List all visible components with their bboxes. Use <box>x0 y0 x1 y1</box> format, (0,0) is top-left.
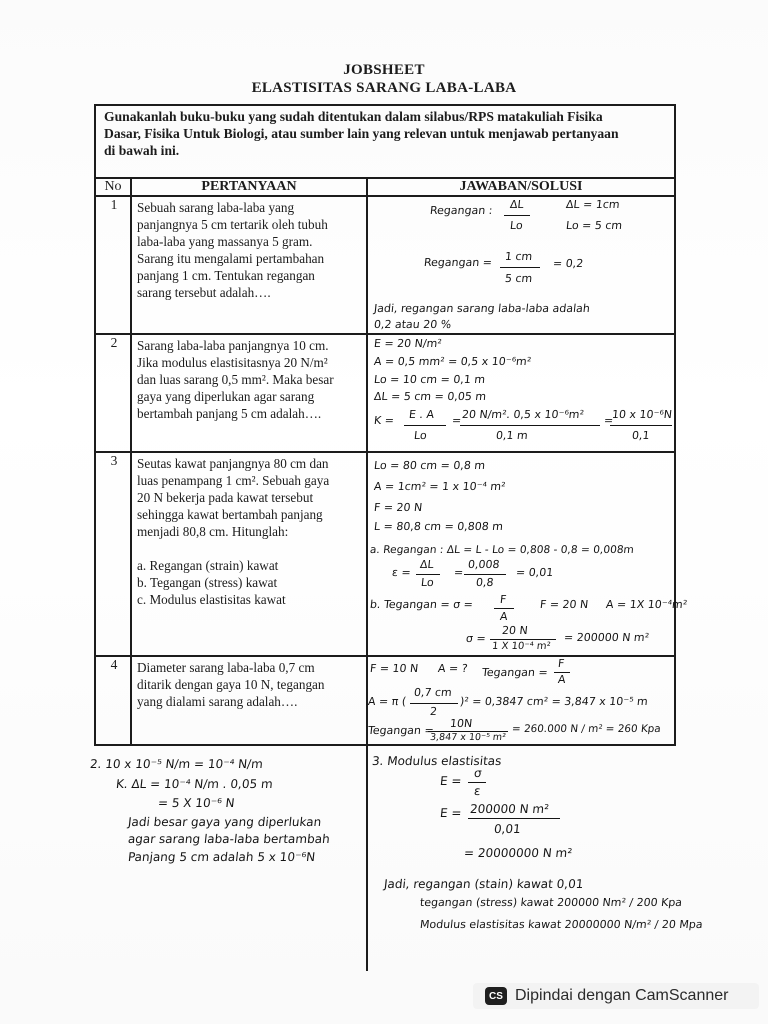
fraction-denominator: 0,8 <box>475 576 495 589</box>
answer-text: Lo = 5 cm <box>565 219 623 232</box>
fraction-bar <box>504 215 530 216</box>
question-line: panjangnya 5 cm tertarik oleh tubuh <box>137 217 328 232</box>
instruction-line: Dasar, Fisika Untuk Biologi, atau sumber lain yang relevan untuk menjawab pertanyaan <box>104 126 619 141</box>
fraction-denominator: 0,01 <box>493 822 522 836</box>
row-number: 2 <box>110 335 118 350</box>
question-line: ditarik dengan gaya 10 N, tegangan <box>137 677 325 692</box>
fraction-denominator: ε <box>473 784 482 798</box>
fraction-numerator: 20 N/m². 0,5 x 10⁻⁶m² <box>461 408 585 421</box>
table-border-bottom <box>94 744 676 746</box>
fraction-numerator: 10 x 10⁻⁶N <box>611 408 673 421</box>
fraction-denominator: 1 X 10⁻⁴ m² <box>491 641 552 652</box>
answer-text: A = 1cm² = 1 x 10⁻⁴ m² <box>373 480 507 493</box>
question-line: c. Modulus elastisitas kawat <box>137 592 286 607</box>
watermark-text: Dipindai dengan CamScanner <box>515 987 729 1004</box>
question-line: Sarang itu mengalami pertambahan <box>137 251 325 266</box>
fraction-numerator: 1 cm <box>504 250 533 263</box>
fraction-bar <box>494 608 514 609</box>
answer-text: Regangan = <box>423 256 493 269</box>
answer-text: a. Regangan : ΔL = L - Lo = 0,808 - 0,8 = 0,008m <box>369 544 635 556</box>
answer-text: = <box>451 414 462 427</box>
fraction-denominator: Lo <box>413 429 428 442</box>
row-number: 3 <box>110 453 118 468</box>
fraction-numerator: ΔL <box>419 558 435 571</box>
table-border-header-bottom <box>94 195 676 197</box>
continuation-text: tegangan (stress) kawat 200000 Nm² / 200 Kpa <box>419 896 683 909</box>
question-line: laba-laba yang massanya 5 gram. <box>137 234 313 249</box>
answer-text: ΔL = 5 cm = 0,05 m <box>373 390 487 403</box>
answer-text: E = 20 N/m² <box>373 337 443 350</box>
fraction-bar <box>404 425 446 426</box>
answer-text: F = 20 N <box>373 501 423 514</box>
instruction-line: di bawah ini. <box>104 143 180 158</box>
fraction-numerator: E . A <box>408 408 435 421</box>
answer-text: Tegangan = <box>367 724 435 737</box>
answer-text: σ = <box>465 632 487 645</box>
header-question: PERTANYAAN <box>201 179 297 194</box>
document-subtitle: ELASTISITAS SARANG LABA-LABA <box>251 80 517 96</box>
header-no: No <box>104 179 122 194</box>
answer-text: ε = <box>391 566 412 579</box>
table-border-top <box>94 104 676 106</box>
question-line: menjadi 80,8 cm. Hitunglah: <box>137 524 289 539</box>
fraction-numerator: F <box>499 593 508 606</box>
continuation-text: 3. Modulus elastisitas <box>371 754 503 768</box>
continuation-text: agar sarang laba-laba bertambah <box>127 832 331 846</box>
row-number: 4 <box>110 657 118 672</box>
answer-text: Regangan : <box>429 204 494 217</box>
question-line: b. Tegangan (stress) kawat <box>137 575 278 590</box>
answer-text: 0,2 atau 20 % <box>373 318 452 331</box>
continuation-text: E = <box>439 806 463 820</box>
table-border-right <box>674 104 676 746</box>
instructions <box>104 108 684 159</box>
fraction-numerator: 0,008 <box>467 558 501 571</box>
answer-text: = 260.000 N / m² = 260 Kpa <box>511 723 662 735</box>
fraction-numerator: 20 N <box>501 624 529 637</box>
fraction-numerator: F <box>557 657 566 670</box>
question-line: sarang tersebut adalah…. <box>137 285 271 300</box>
fraction-denominator: A <box>499 610 509 623</box>
answer-text: = <box>603 414 614 427</box>
continuation-text: 2. 10 x 10⁻⁵ N/m = 10⁻⁴ N/m <box>89 757 264 771</box>
fraction-bar <box>468 782 486 783</box>
answer-text: A = 1X 10⁻⁴m² <box>605 598 688 611</box>
answer-text: = 200000 N m² <box>563 631 650 644</box>
question-line: yang dialami sarang adalah…. <box>137 694 298 709</box>
fraction-denominator: 0,1 m <box>495 429 529 442</box>
answer-text: F = 10 N <box>369 662 419 675</box>
answer-text: Lo = 80 cm = 0,8 m <box>373 459 486 472</box>
question-line: sehingga kawat bertambah panjang <box>137 507 323 522</box>
answer-text: A = 0,5 mm² = 0,5 x 10⁻⁶m² <box>373 355 532 368</box>
question-line: a. Regangan (strain) kawat <box>137 558 279 573</box>
fraction-numerator: 200000 N m² <box>469 802 550 816</box>
fraction-numerator: 0,7 cm <box>413 686 453 699</box>
answer-text: K = <box>373 414 395 427</box>
fraction-denominator: 2 <box>429 705 438 718</box>
question-line: Seutas kawat panjangnya 80 cm dan <box>137 456 329 471</box>
instruction-line: Gunakanlah buku-buku yang sudah ditentukan dalam silabus/RPS matakuliah Fisika <box>104 109 603 124</box>
fraction-bar <box>460 425 600 426</box>
answer-text: = 0,01 <box>515 566 554 579</box>
fraction-numerator: 10N <box>449 717 473 730</box>
header-answer: JAWABAN/SOLUSI <box>459 179 583 194</box>
row-number: 1 <box>110 197 118 212</box>
question-line: Sebuah sarang laba-laba yang <box>137 200 295 215</box>
answer-text: = 0,2 <box>552 257 584 270</box>
fraction-denominator: Lo <box>420 576 435 589</box>
fraction-bar <box>410 703 458 704</box>
question-line: bertambah panjang 5 cm adalah…. <box>137 406 322 421</box>
answer-text: Jadi, regangan sarang laba-laba adalah <box>373 302 591 315</box>
question-line: 20 N bekerja pada kawat tersebut <box>137 490 314 505</box>
camscanner-logo-icon: CS <box>485 987 507 1005</box>
fraction-denominator: 3,847 x 10⁻⁵ m² <box>429 732 507 743</box>
answer-text: A = π ( <box>367 695 407 708</box>
fraction-denominator: A <box>557 673 567 686</box>
fraction-bar <box>464 574 506 575</box>
question-line: panjang 1 cm. Tentukan regangan <box>137 268 315 283</box>
camscanner-watermark <box>473 983 759 1009</box>
answer-text: F = 20 N <box>539 598 589 611</box>
fraction-denominator: 5 cm <box>504 272 533 285</box>
question-line: Sarang laba-laba panjangnya 10 cm. <box>137 338 329 353</box>
question-line: gaya yang diperlukan agar sarang <box>137 389 315 404</box>
answer-text: )² = 0,3847 cm² = 3,847 x 10⁻⁵ m <box>459 695 649 708</box>
table-column-divider-question <box>366 177 368 746</box>
table-border-row3 <box>94 655 676 657</box>
answer-text: = <box>453 566 464 579</box>
table-border-row1 <box>94 333 676 335</box>
continuation-text: Jadi, regangan (stain) kawat 0,01 <box>383 877 585 891</box>
fraction-bar <box>416 574 440 575</box>
fraction-bar <box>610 425 672 426</box>
question-line: dan luas sarang 0,5 mm². Maka besar <box>137 372 334 387</box>
fraction-bar <box>490 639 556 640</box>
answer-text: Lo = 10 cm = 0,1 m <box>373 373 486 386</box>
table-border-row2 <box>94 451 676 453</box>
continuation-text: K. ΔL = 10⁻⁴ N/m . 0,05 m <box>115 777 274 791</box>
fraction-bar <box>500 267 540 268</box>
continuation-text: = 20000000 N m² <box>463 846 573 860</box>
answer-text: b. Tegangan = σ = <box>369 598 474 611</box>
continuation-divider <box>366 746 368 971</box>
document-title: JOBSHEET <box>343 62 425 78</box>
answer-text: ΔL = 1cm <box>565 198 621 211</box>
answer-text: Tegangan = <box>481 666 549 679</box>
fraction-numerator: σ <box>473 766 483 780</box>
fraction-denominator: Lo <box>509 219 524 232</box>
continuation-text: Modulus elastisitas kawat 20000000 N/m² / 20 Mpa <box>419 918 704 931</box>
continuation-text: Panjang 5 cm adalah 5 x 10⁻⁶N <box>127 850 316 864</box>
answer-text: A = ? <box>437 662 469 675</box>
question-line: luas penampang 1 cm². Sebuah gaya <box>137 473 330 488</box>
continuation-text: = 5 X 10⁻⁶ N <box>157 796 236 810</box>
question-line: Jika modulus elastisitasnya 20 N/m² <box>137 355 328 370</box>
continuation-text: E = <box>439 774 463 788</box>
fraction-numerator: ΔL <box>509 198 525 211</box>
continuation-text: Jadi besar gaya yang diperlukan <box>127 815 323 829</box>
fraction-denominator: 0,1 <box>631 429 651 442</box>
fraction-bar <box>468 818 560 819</box>
question-line: Diameter sarang laba-laba 0,7 cm <box>137 660 315 675</box>
answer-text: L = 80,8 cm = 0,808 m <box>373 520 504 533</box>
